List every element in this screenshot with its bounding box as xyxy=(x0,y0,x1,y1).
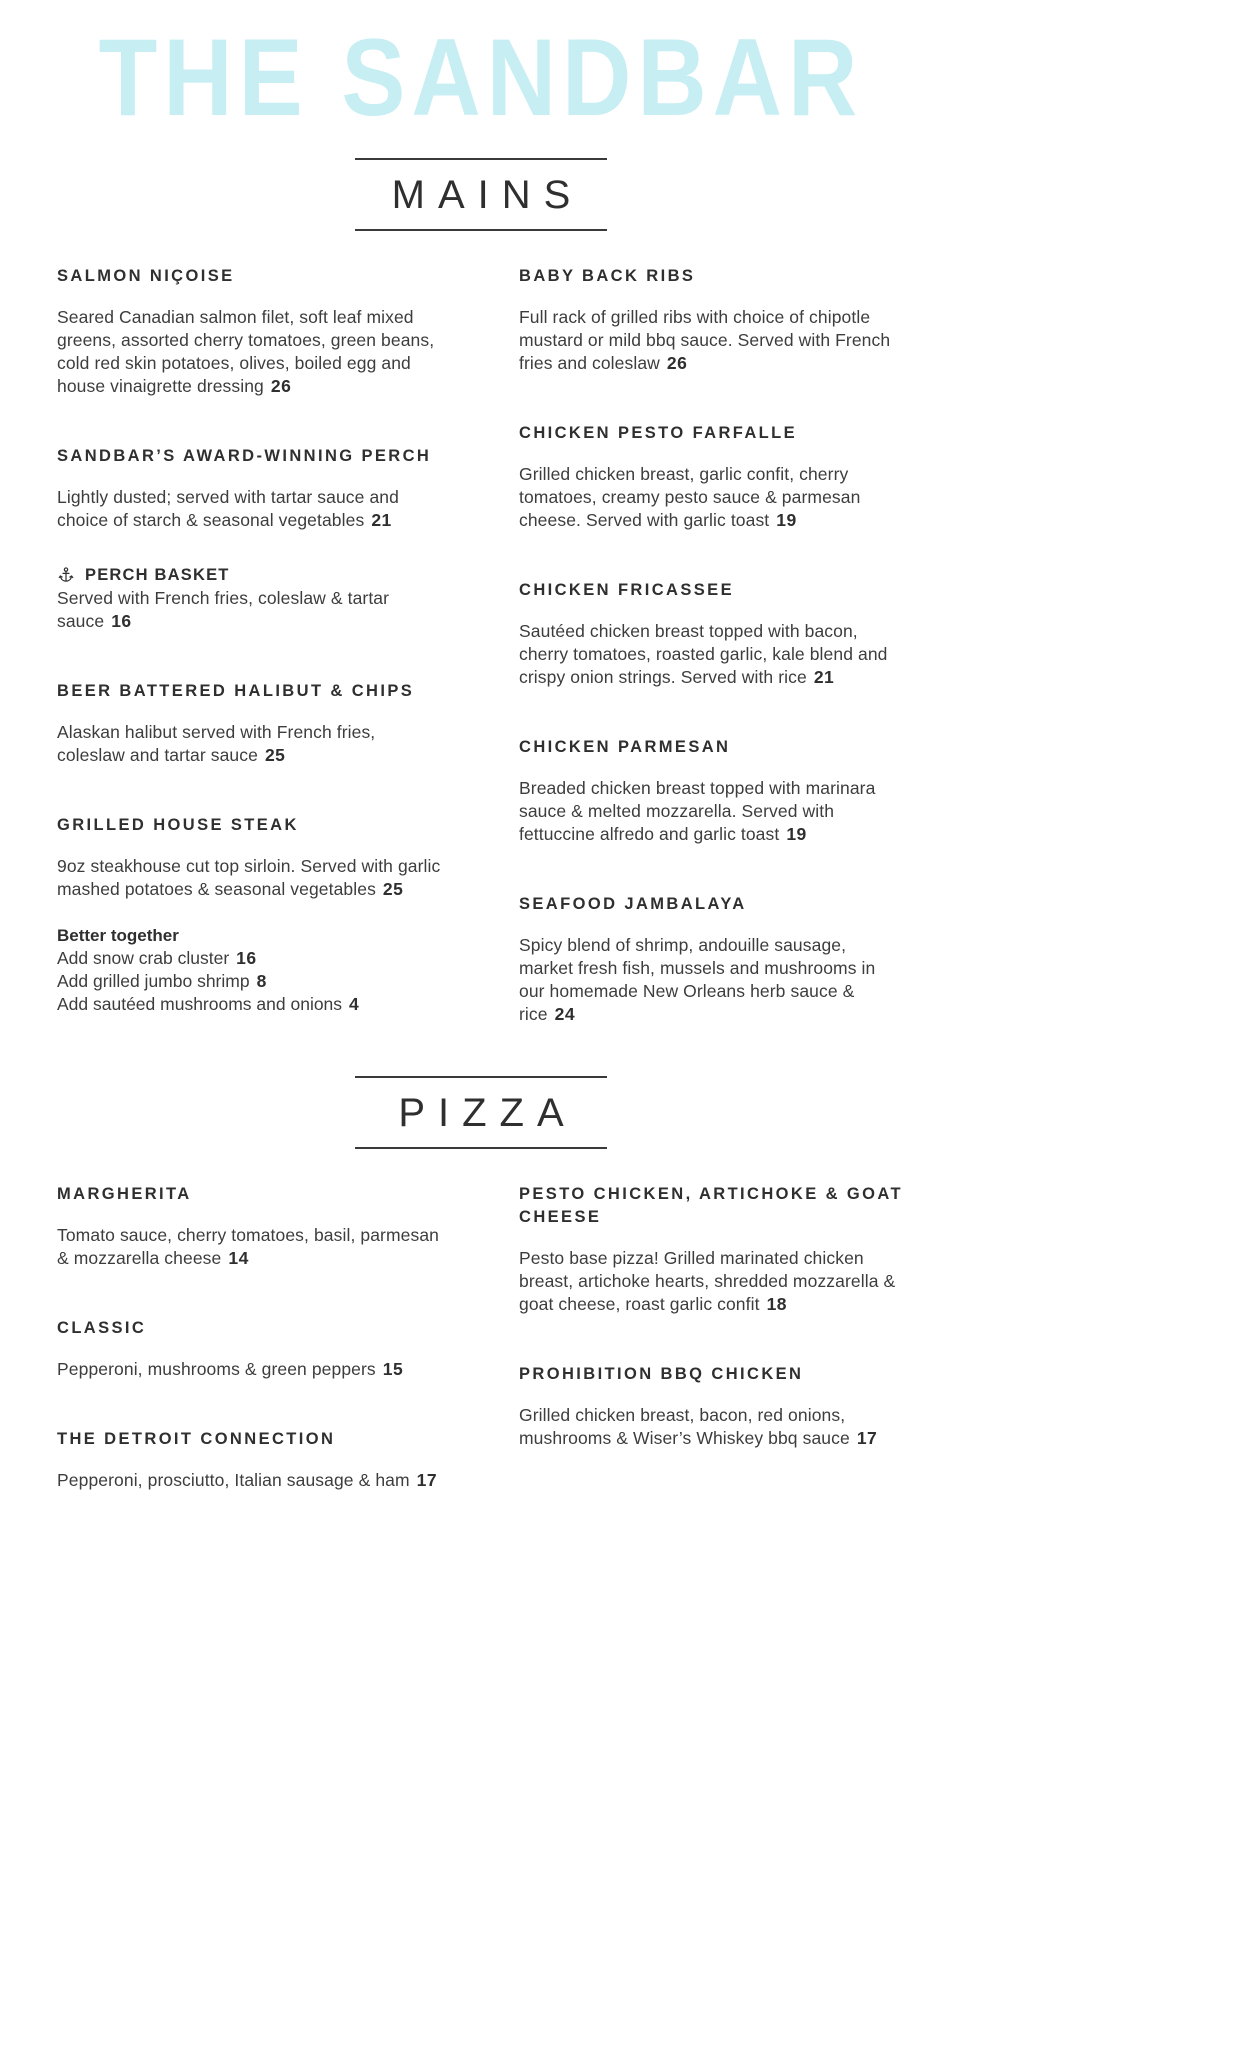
addons-better-together xyxy=(57,924,443,1016)
sub-item-description xyxy=(57,587,443,633)
item-description-text: Full rack of grilled ribs with choice of chipotle mustard or mild bbq sauce. Served with French fries and coleslaw xyxy=(519,306,891,373)
item-name: CHICKEN FRICASSEE xyxy=(519,580,734,599)
sub-item-price: 16 xyxy=(111,610,132,631)
item-price: 26 xyxy=(666,352,688,373)
menu-item-salmon-nicoise xyxy=(57,265,443,398)
item-description xyxy=(57,855,443,901)
divider-bottom xyxy=(355,229,607,231)
item-price: 25 xyxy=(382,878,404,899)
item-price: 17 xyxy=(856,1428,878,1449)
item-price: 24 xyxy=(554,1004,576,1025)
sub-item-name-text: PERCH BASKET xyxy=(85,565,230,584)
item-name: CLASSIC xyxy=(57,1319,147,1338)
item-name: THE DETROIT CONNECTION xyxy=(57,1430,336,1449)
sub-item-description-text: Served with French fries, coleslaw & tartar sauce xyxy=(57,587,390,631)
menu-item-detroit-connection xyxy=(57,1428,443,1492)
item-description-text: Tomato sauce, cherry tomatoes, basil, parmesan & mozzarella cheese xyxy=(57,1225,439,1269)
item-price: 17 xyxy=(416,1470,438,1491)
item-description-text: 9oz steakhouse cut top sirloin. Served with garlic mashed potatoes & seasonal vegetables xyxy=(57,855,441,899)
item-description xyxy=(57,306,443,398)
item-name: CHICKEN PESTO FARFALLE xyxy=(519,423,798,442)
item-name: BABY BACK RIBS xyxy=(519,266,696,285)
item-description xyxy=(519,1404,905,1450)
item-description xyxy=(519,1247,905,1316)
divider-bottom xyxy=(355,1147,607,1149)
item-name: PESTO CHICKEN, ARTICHOKE & GOAT CHEESE xyxy=(519,1185,903,1227)
item-price: 19 xyxy=(776,509,797,530)
section-mains xyxy=(57,158,905,1026)
pizza-column-left xyxy=(57,1183,443,1492)
item-description-text: Spicy blend of shrimp, andouille sausage, market fresh fish, mussels and mushrooms in our homemade New Orleans herb sauce & rice xyxy=(519,935,876,1025)
menu-item-chicken-fricassee xyxy=(519,579,905,689)
item-description xyxy=(519,620,905,689)
mains-column-right xyxy=(519,265,905,1026)
addon-text: Add snow crab cluster xyxy=(57,947,230,968)
item-price: 21 xyxy=(371,509,392,530)
menu-item-halibut-chips xyxy=(57,680,443,767)
item-name: MARGHERITA xyxy=(57,1185,192,1204)
menu-page xyxy=(57,0,905,1492)
menu-item-prohibition-bbq-chicken xyxy=(519,1363,905,1450)
section-title-pizza: PIZZA xyxy=(398,1091,577,1136)
item-name: SEAFOOD JAMBALAYA xyxy=(519,894,747,913)
section-title-mains: MAINS xyxy=(391,172,584,217)
addon-line xyxy=(57,947,443,970)
addon-text: Add sautéed mushrooms and onions xyxy=(57,993,343,1014)
item-name: GRILLED HOUSE STEAK xyxy=(57,815,299,834)
item-description xyxy=(57,1469,443,1492)
item-name: CHICKEN PARMESAN xyxy=(519,737,731,756)
item-price: 26 xyxy=(270,375,292,396)
item-description-text: Alaskan halibut served with French fries, coleslaw and tartar sauce xyxy=(57,721,376,765)
menu-item-seafood-jambalaya xyxy=(519,893,905,1026)
item-description xyxy=(57,1358,443,1381)
section-pizza xyxy=(57,1076,905,1492)
menu-item-award-winning-perch xyxy=(57,445,443,633)
sub-item-perch-basket xyxy=(57,564,443,633)
menu-item-margherita xyxy=(57,1183,443,1270)
item-description xyxy=(519,934,905,1026)
item-description-text: Seared Canadian salmon filet, soft leaf mixed greens, assorted cherry tomatoes, green beans, cold red skin potatoes, olives, boiled egg and house vinaigrette dressing xyxy=(57,306,435,396)
mains-columns xyxy=(57,265,905,1026)
item-description-text: Pepperoni, mushrooms & green peppers xyxy=(57,1359,376,1380)
item-description-text: Sautéed chicken breast topped with bacon, cherry tomatoes, roasted garlic, kale blend and crispy onion strings. Served with rice xyxy=(519,620,888,687)
item-description-text: Pepperoni, prosciutto, Italian sausage & ham xyxy=(57,1470,410,1491)
item-description-text: Grilled chicken breast, bacon, red onions, mushrooms & Wiser’s Whiskey bbq sauce xyxy=(519,1405,850,1449)
section-header-mains xyxy=(355,158,607,231)
item-name: SANDBAR’S AWARD-WINNING PERCH xyxy=(57,446,432,465)
item-description xyxy=(519,777,905,846)
section-header-pizza xyxy=(355,1076,607,1149)
addons-label: Better together xyxy=(57,925,179,945)
item-name: PROHIBITION BBQ CHICKEN xyxy=(519,1365,804,1384)
addon-line xyxy=(57,970,443,993)
menu-item-baby-back-ribs xyxy=(519,265,905,375)
item-price: 15 xyxy=(382,1359,404,1380)
menu-item-classic xyxy=(57,1317,443,1381)
item-price: 21 xyxy=(813,666,835,687)
addon-price: 4 xyxy=(349,993,360,1014)
addon-price: 16 xyxy=(236,947,257,968)
item-price: 18 xyxy=(766,1294,788,1315)
menu-item-grilled-house-steak xyxy=(57,814,443,1016)
item-description xyxy=(519,463,905,532)
item-name: SALMON NIÇOISE xyxy=(57,266,235,285)
anchor-icon xyxy=(57,566,75,584)
item-description xyxy=(519,306,905,375)
menu-item-chicken-parmesan xyxy=(519,736,905,846)
item-name: BEER BATTERED HALIBUT & CHIPS xyxy=(57,681,415,700)
pizza-columns xyxy=(57,1183,905,1492)
sub-item-name xyxy=(57,564,443,587)
addon-text: Add grilled jumbo shrimp xyxy=(57,970,250,991)
item-price: 19 xyxy=(786,823,807,844)
brand-title: THE SANDBAR xyxy=(98,16,864,139)
item-description-text: Pesto base pizza! Grilled marinated chicken breast, artichoke hearts, shredded mozzarella & goat cheese, roast garlic confit xyxy=(519,1248,896,1315)
mains-column-left xyxy=(57,265,443,1026)
item-description xyxy=(57,486,443,532)
item-price: 14 xyxy=(228,1248,249,1269)
menu-item-chicken-pesto-farfalle xyxy=(519,422,905,532)
item-description-text: Grilled chicken breast, garlic confit, cherry tomatoes, creamy pesto sauce & parmesan cheese. Served with garlic toast xyxy=(519,463,861,530)
item-description-text: Breaded chicken breast topped with marinara sauce & melted mozzarella. Served with fettuccine alfredo and garlic toast xyxy=(519,777,876,844)
item-description xyxy=(57,721,443,767)
pizza-column-right xyxy=(519,1183,905,1492)
addon-price: 8 xyxy=(256,970,267,991)
item-description xyxy=(57,1224,443,1270)
addon-line xyxy=(57,993,443,1016)
menu-item-pesto-chicken-artichoke xyxy=(519,1183,905,1316)
item-price: 25 xyxy=(264,744,286,765)
item-description-text: Lightly dusted; served with tartar sauce and choice of starch & seasonal vegetables xyxy=(57,486,399,530)
